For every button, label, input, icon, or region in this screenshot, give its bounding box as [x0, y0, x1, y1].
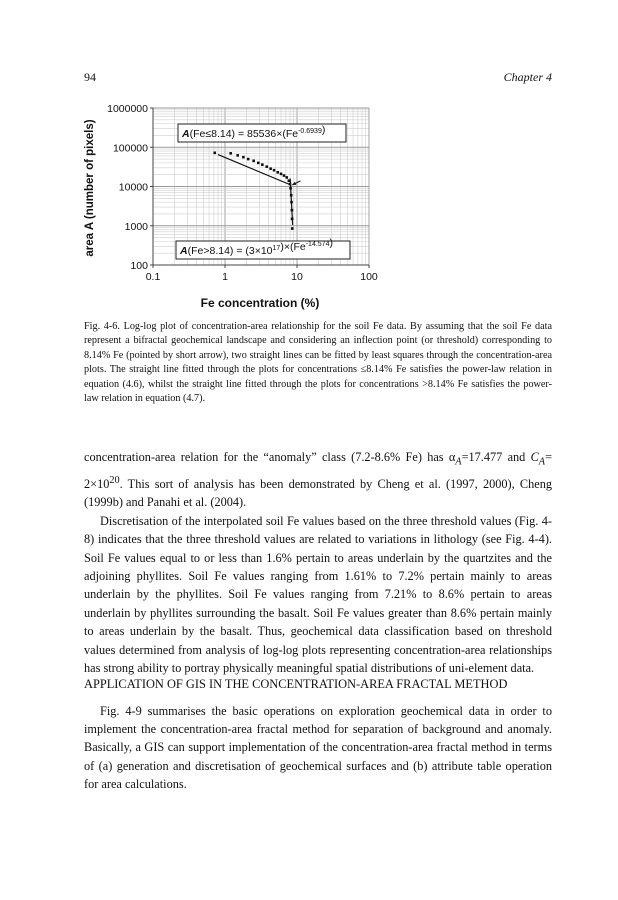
figure-4-6: [80, 96, 390, 316]
running-header-chapter: Chapter 4: [503, 70, 552, 84]
data-point: [289, 187, 292, 190]
paragraph-2: Discretisation of the interpolated soil Fe values based on the three threshold values (Fig. 4-8) indicates that the three threshold values are related to variations in lithology (see Fig. 4-4). Soil Fe values equal to or less than 1.6% pertain to areas underlain by the quartzites and the adjoining phyllites. Soil Fe values ranging from 1.61% to 7.2% pertain mainly to areas underlain by the phyllites. Soil Fe values ranging from 7.21% to 8.6% pertain to areas underlain by phyllites surrounding the basalt. Soil Fe values greater than 8.6% pertain mainly to areas underlain by the basalt. Thus, geochemical data classification based on threshold values determined from analysis of log-log plots representing concentration-area relationships has strong ability to portray physically meaningful spatial distributions of uni-element data.: [84, 513, 552, 676]
page-number: 94: [84, 70, 96, 84]
data-point: [261, 163, 264, 166]
log-log-chart: [80, 96, 390, 316]
x-tick-label: 10: [291, 271, 303, 283]
y-tick-label: 10000: [118, 181, 148, 194]
x-tick-label: 0.1: [145, 271, 161, 283]
data-point: [291, 218, 294, 221]
data-point: [280, 173, 283, 176]
data-point: [242, 156, 245, 159]
data-point: [288, 179, 291, 182]
y-tick-label: 1000000: [107, 103, 148, 115]
y-tick-label: 100000: [112, 142, 148, 155]
data-point: [285, 176, 288, 179]
data-point: [213, 152, 216, 155]
data-point: [291, 227, 294, 230]
x-tick-label: 1: [222, 271, 228, 283]
y-tick-label: 1000: [124, 220, 148, 233]
x-tick-label: 100: [360, 271, 378, 283]
paragraph-1: concentration-area relation for the “anomaly” class (7.2-8.6% Fe) has $\alpha_A=17.477$ and $C_A= 2\times 10^{20}$. This sort of analysis has been demonstrated by Cheng et al. (1997, 2000), Cheng (1999b) and Panahi et al. (2004).: [84, 450, 552, 510]
data-point: [236, 154, 239, 157]
data-point: [229, 152, 232, 155]
data-point: [265, 165, 268, 168]
data-point: [252, 160, 255, 163]
equation-label: $A(Fe>8.14) = (3\times 10^{17})\times(Fe^{-14.574})$: [180, 237, 333, 257]
data-point: [269, 167, 272, 170]
data-point: [257, 162, 260, 165]
data-point: [291, 209, 294, 212]
y-axis-label: area A (number of pixels): [84, 119, 96, 257]
equation-label: $A(Fe\le 8.14) = 85536\times(Fe^{-0.6939})$: [182, 124, 326, 140]
x-axis-label: Fe concentration (%): [200, 296, 320, 310]
figure-caption: Fig. 4-6. Log-log plot of concentration-area relationship for the soil Fe data. By assuming that the soil Fe data represent a bifractal geochemical landscape and considering an inflection point (or threshold) corresponding to 8.14% Fe (pointed by short arrow), two straight lines can be fitted by least squares through the concentration-area plots. The straight line fitted through the plots for concentrations ≤8.14% Fe satisfies the power-law relation in equation (4.6), whilst the straight line fitted through the plots for concentrations >8.14% Fe satisfies the power-law relation in equation (4.7).: [84, 321, 552, 405]
data-point: [289, 183, 292, 186]
data-point: [276, 171, 279, 174]
data-point: [283, 174, 286, 177]
data-point: [290, 201, 293, 204]
y-tick-label: 100: [130, 260, 148, 272]
body-text: [84, 448, 552, 677]
data-point: [290, 194, 293, 197]
paragraph-3: Fig. 4-9 summarises the basic operations on exploration geochemical data in order to implement the concentration-area fractal method for separation of background and anomaly. Basically, a GIS can support implementation of the concentration-area fractal method in terms of (a) generation and discretisation of geochemical surfaces and (b) attribute table operation for area calculations.: [84, 704, 552, 791]
data-point: [273, 169, 276, 172]
data-point: [247, 158, 250, 161]
section-heading: APPLICATION OF GIS IN THE CONCENTRATION-AREA FRACTAL METHOD: [84, 677, 508, 691]
